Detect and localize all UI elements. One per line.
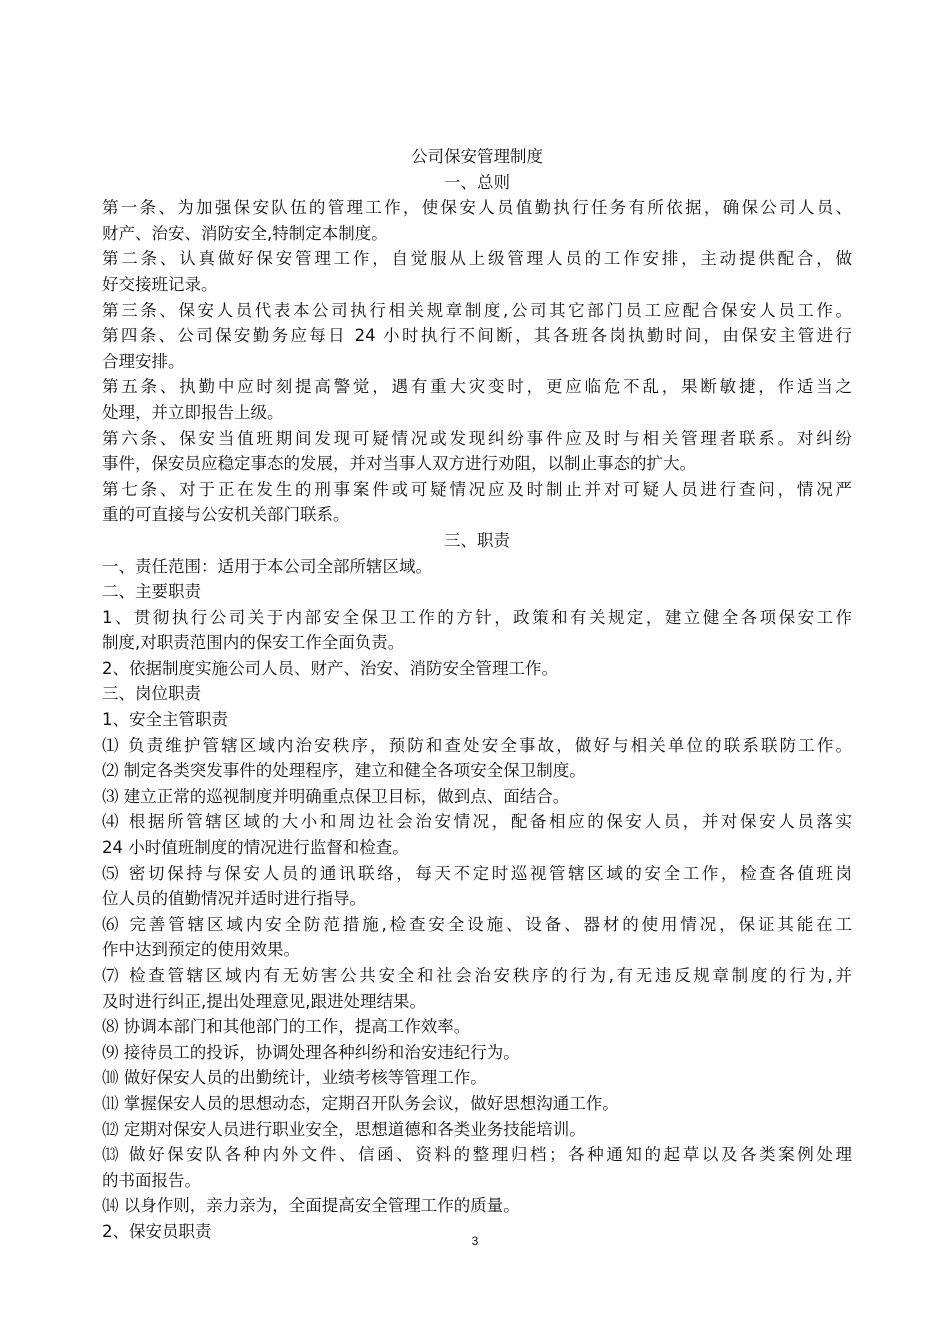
text-line: 2、依据制度实施公司人员、财产、治安、消防安全管理工作。 xyxy=(102,658,558,678)
text-line: 位人员的值勤情况并适时进行指导。 xyxy=(102,889,366,909)
text-line: ⑶ 建立正常的巡视制度并明确重点保卫目标，做到点、面结合。 xyxy=(102,786,570,806)
text-line: 第七条、对于正在发生的刑事案件或可疑情况应及时制止并对可疑人员进行查问，情况严 xyxy=(102,479,852,499)
text-line: 的书面报告。 xyxy=(102,1170,201,1190)
text-line: 处理，并立即报告上级。 xyxy=(102,402,284,422)
text-line: ⑽ 做好保安人员的出勤统计，业绩考核等管理工作。 xyxy=(102,1068,487,1088)
text-line: 制度,对职责范围内的保安工作全面负责。 xyxy=(102,633,405,653)
text-line: ⑵ 制定各类突发事件的处理程序，建立和健全各项安全保卫制度。 xyxy=(102,761,586,781)
text-line: ⒀ 做好保安队各种内外文件、信函、资料的整理归档；各种通知的起草以及各类案例处理 xyxy=(102,1145,852,1165)
text-line: ⑴ 负责维护管辖区域内治安秩序，预防和查处安全事故，做好与相关单位的联系联防工作。 xyxy=(102,735,852,755)
text-line: ⑸ 密切保持与保安人员的通讯联络，每天不定时巡视管辖区域的安全工作，检查各值班岗 xyxy=(102,863,852,883)
page-number: 3 xyxy=(471,1234,479,1248)
text-line: 1、安全主管职责 xyxy=(102,710,228,730)
text-line: 重的可直接与公安机关部门联系。 xyxy=(102,505,350,525)
text-line: ⑺ 检查管辖区域内有无妨害公共安全和社会治安秩序的行为,有无违反规章制度的行为,并 xyxy=(102,966,852,985)
text-line: 及时进行纠正,提出处理意见,跟进处理结果。 xyxy=(102,991,426,1011)
text-line: 财产、治安、消防安全,特制定本制度。 xyxy=(102,223,388,243)
document-body xyxy=(102,144,852,1245)
text-line: ⒁ 以身作则，亲力亲为，全面提高安全管理工作的质量。 xyxy=(102,1196,520,1216)
text-line: 作中达到预定的使用效果。 xyxy=(102,940,300,960)
text-line: ⑹ 完善管辖区域内安全防范措施,检查安全设施、设备、器材的使用情况，保证其能在工 xyxy=(102,914,852,934)
text-line: 一、责任范围：适用于本公司全部所辖区域。 xyxy=(102,556,432,576)
text-line: 第五条、执勤中应时刻提高警觉，遇有重大灾变时，更应临危不乱，果断敏捷，作适当之 xyxy=(102,377,852,397)
text-line: 事件，保安员应稳定事态的发展，并对当事人双方进行劝阻，以制止事态的扩大。 xyxy=(102,454,696,474)
text-line: 二、主要职责 xyxy=(102,582,201,602)
text-line: 三、岗位职责 xyxy=(102,684,201,704)
text-line: 第二条、认真做好保安管理工作，自觉服从上级管理人员的工作安排，主动提供配合，做 xyxy=(102,249,852,269)
text-line: ⑾ 掌握保安人员的思想动态，定期召开队务会议，做好思想沟通工作。 xyxy=(102,1093,619,1113)
section-heading: 公司保安管理制度 xyxy=(411,147,543,166)
text-line: 2、保安员职责 xyxy=(102,1221,212,1241)
text-line: ⑻ 协调本部门和其他部门的工作，提高工作效率。 xyxy=(102,1017,471,1037)
text-line: 1、贯彻执行公司关于内部安全保卫工作的方针，政策和有关规定，建立健全各项保安工作 xyxy=(102,607,852,627)
text-line: 合理安排。 xyxy=(102,351,185,371)
text-line: ⑷ 根据所管辖区域的大小和周边社会治安情况，配备相应的保安人员，并对保安人员落实 xyxy=(102,812,852,832)
section-heading: 三、职责 xyxy=(444,530,510,550)
text-line: 第一条、为加强保安队伍的管理工作，使保安人员值勤执行任务有所依据，确保公司人员、 xyxy=(102,198,852,218)
text-line: ⑿ 定期对保安人员进行职业安全，思想道德和各类业务技能培训。 xyxy=(102,1119,586,1139)
section-heading: 一、总则 xyxy=(444,172,510,192)
text-line: 第六条、保安当值班期间发现可疑情况或发现纠纷事件应及时与相关管理者联系。对纠纷 xyxy=(102,428,852,448)
text-line: 第四条、公司保安勤务应每日 24 小时执行不间断，其各班各岗执勤时间，由保安主管进行 xyxy=(102,326,852,346)
text-line: 好交接班记录。 xyxy=(102,274,218,294)
text-line: 24 小时值班制度的情况进行监督和检查。 xyxy=(102,838,409,858)
text-line: 第三条、保安人员代表本公司执行相关规章制度,公司其它部门员工应配合保安人员工作。 xyxy=(102,300,852,320)
text-line: ⑼ 接待员工的投诉，协调处理各种纠纷和治安违纪行为。 xyxy=(102,1042,520,1062)
